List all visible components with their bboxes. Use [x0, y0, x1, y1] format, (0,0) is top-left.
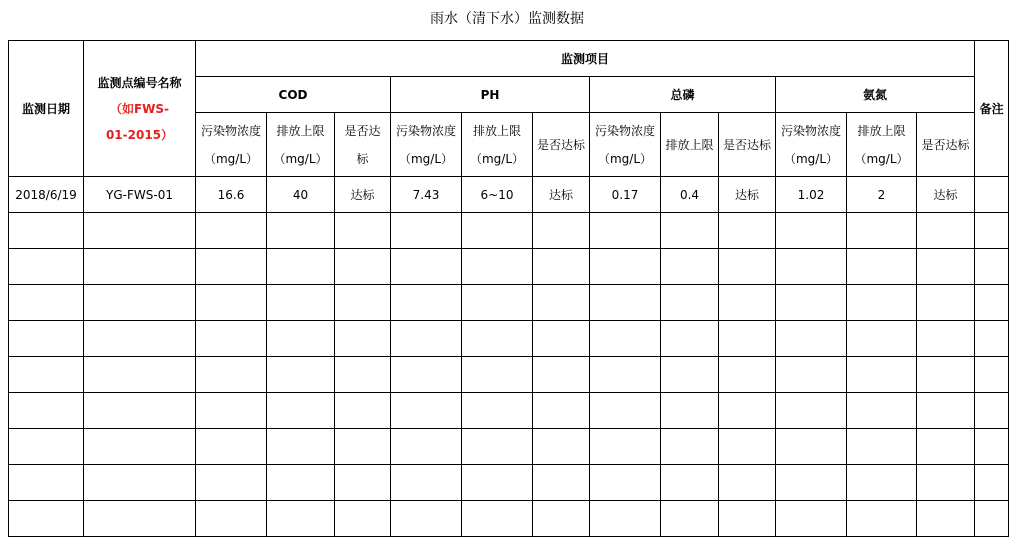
cell-nh-ok: 达标: [917, 177, 975, 213]
header-point-example: （如FWS-01-2015）: [105, 101, 174, 142]
nh-limit-header: 排放上限 （mg/L）: [847, 113, 917, 177]
header-items: 监测项目: [196, 41, 975, 77]
tp-limit-header: 排放上限: [661, 113, 719, 177]
cod-limit-header: 排放上限 （mg/L）: [267, 113, 335, 177]
table-row: [9, 177, 1009, 213]
cell-point: YG-FWS-01: [84, 177, 196, 213]
tp-conc-header: 污染物浓度 （mg/L）: [590, 113, 661, 177]
cell-ph-ok: 达标: [533, 177, 590, 213]
nh-compliance-header: 是否达标: [917, 113, 975, 177]
cell-nh-conc: 1.02: [776, 177, 847, 213]
cell-date: 2018/6/19: [9, 177, 84, 213]
cell-ph-conc: 7.43: [391, 177, 462, 213]
cell-tp-conc: 0.17: [590, 177, 661, 213]
ph-limit-header: 排放上限 （mg/L）: [462, 113, 533, 177]
cod-compliance-header: 是否达 标: [335, 113, 391, 177]
table-row-empty: [9, 285, 1009, 321]
table-row-empty: [9, 465, 1009, 501]
cod-conc-header: 污染物浓度 （mg/L）: [196, 113, 267, 177]
cell-cod-conc: 16.6: [196, 177, 267, 213]
table-row-empty: [9, 213, 1009, 249]
cell-ph-limit: 6~10: [462, 177, 533, 213]
table-row-empty: [9, 429, 1009, 465]
table-row-empty: [9, 393, 1009, 429]
header-point-label: 监测点编号名称: [97, 75, 182, 90]
table-row-empty: [9, 357, 1009, 393]
table-row-empty: [9, 501, 1009, 537]
table-row-empty: [9, 321, 1009, 357]
header-point-name: [84, 41, 196, 177]
ph-compliance-header: 是否达标: [533, 113, 590, 177]
cell-cod-limit: 40: [267, 177, 335, 213]
nh-conc-header: 污染物浓度 （mg/L）: [776, 113, 847, 177]
cell-tp-limit: 0.4: [661, 177, 719, 213]
monitoring-table: [8, 40, 1009, 537]
cell-remark: [975, 177, 1009, 213]
header-remark: 备注: [975, 41, 1009, 177]
cell-tp-ok: 达标: [719, 177, 776, 213]
ph-conc-header: 污染物浓度 （mg/L）: [391, 113, 462, 177]
cell-cod-ok: 达标: [335, 177, 391, 213]
group-total-phosphorus: 总磷: [590, 77, 776, 113]
table-row-empty: [9, 249, 1009, 285]
group-ph: PH: [391, 77, 590, 113]
group-ammonia-nitrogen: 氨氮: [776, 77, 975, 113]
header-date: 监测日期: [9, 41, 84, 177]
tp-compliance-header: 是否达标: [719, 113, 776, 177]
cell-nh-limit: 2: [847, 177, 917, 213]
page-title: 雨水（清下水）监测数据: [430, 11, 584, 27]
group-cod: COD: [196, 77, 391, 113]
